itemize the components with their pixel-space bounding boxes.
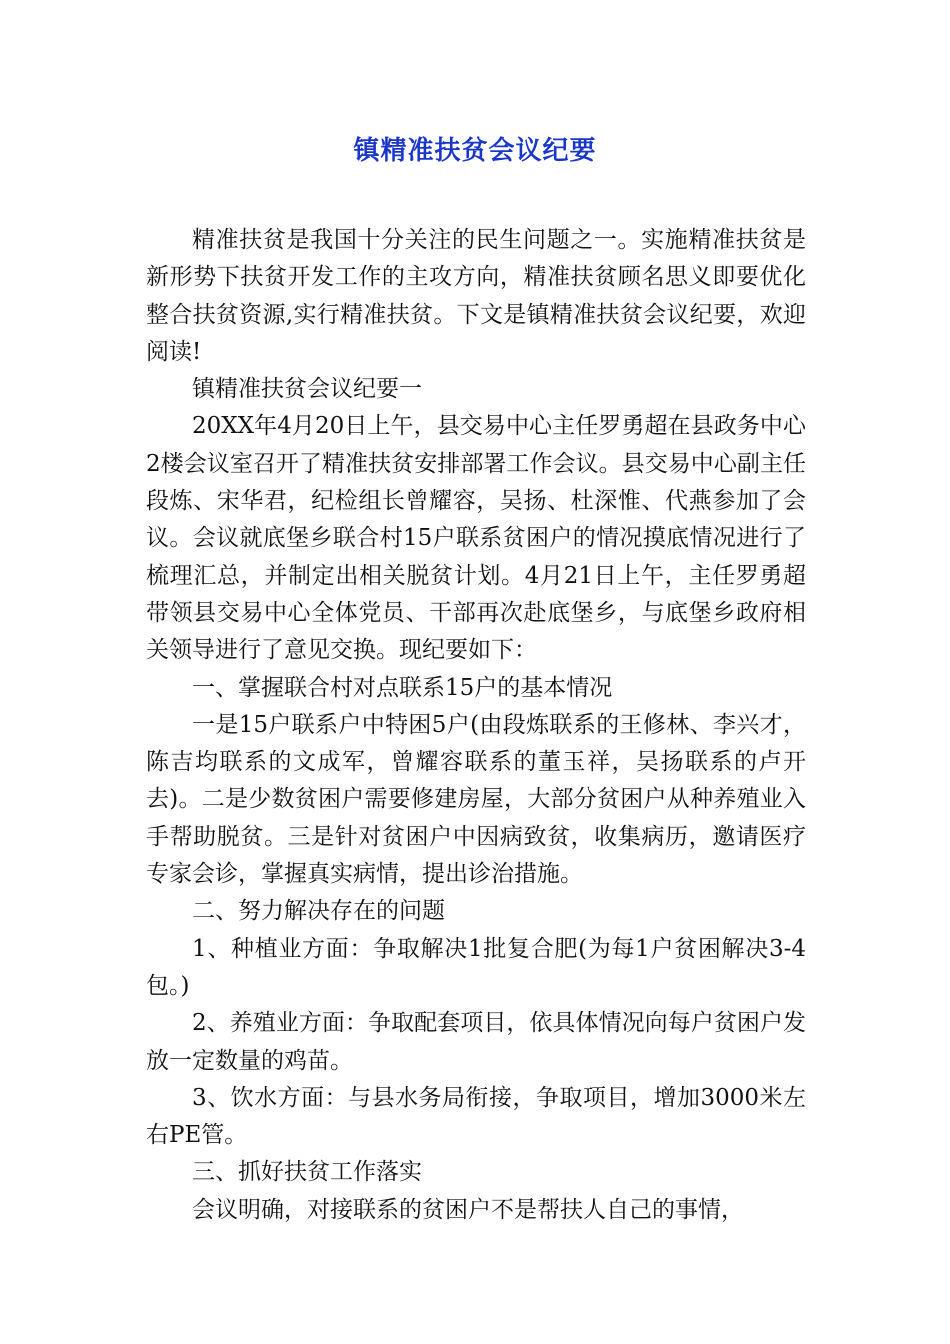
section-heading-2: 二、努力解决存在的问题 <box>192 898 445 925</box>
paragraph-meeting: 20XX年4月20日上午，县交易中心主任罗勇超在县政务中心2楼会议室召开了精准扶贫安排部署工作会议。县交易中心副主任段炼、宋华君，纪检组长曾耀容，吴扬、杜深惟、代燕参加了会议。会议就底堡乡联合村15户联系贫困户的情况摸底情况进行了梳理汇总，并制定出相关脱贫计划。4月21日上午，主任罗勇超带领县交易中心全体党员、干部再次赴底堡乡，与底堡乡政府相关领导进行了意见交换。现纪要如下： <box>146 413 806 664</box>
section-heading-3: 三、抓好扶贫工作落实 <box>192 1159 422 1186</box>
paragraph-conclusion: 会议明确，对接联系的贫困户不是帮扶人自己的事情， <box>192 1196 744 1223</box>
paragraph-intro: 精准扶贫是我国十分关注的民生问题之一。实施精准扶贫是新形势下扶贫开发工作的主攻方向，精准扶贫顾名思义即要优化整合扶贫资源,实行精准扶贫。下文是镇精准扶贫会议纪要，欢迎阅读! <box>146 227 806 365</box>
document-body <box>146 222 806 1229</box>
paragraph-subtitle: 镇精准扶贫会议纪要一 <box>192 376 422 403</box>
paragraph-breeding: 2、养殖业方面：争取配套项目，依具体情况向每户贫困户发放一定数量的鸡苗。 <box>146 1010 806 1074</box>
paragraph-households: 一是15户联系户中特困5户(由段炼联系的王修林、李兴才，陈吉均联系的文成军，曾耀容联系的董玉祥，吴扬联系的卢开去)。二是少数贫困户需要修建房屋，大部分贫困户从种养殖业入手帮助脱贫。三是针对贫困户中因病致贫，收集病历，邀请医疗专家会诊，掌握真实病情，提出诊治措施。 <box>146 711 806 888</box>
paragraph-planting: 1、种植业方面：争取解决1批复合肥(为每1户贫困解决3-4包。) <box>146 935 806 999</box>
section-heading-1: 一、掌握联合村对点联系15户的基本情况 <box>192 674 613 701</box>
document-title: 镇精准扶贫会议纪要 <box>353 136 597 166</box>
paragraph-water: 3、饮水方面：与县水务局衔接，争取项目，增加3000米左右PE管。 <box>146 1084 806 1149</box>
